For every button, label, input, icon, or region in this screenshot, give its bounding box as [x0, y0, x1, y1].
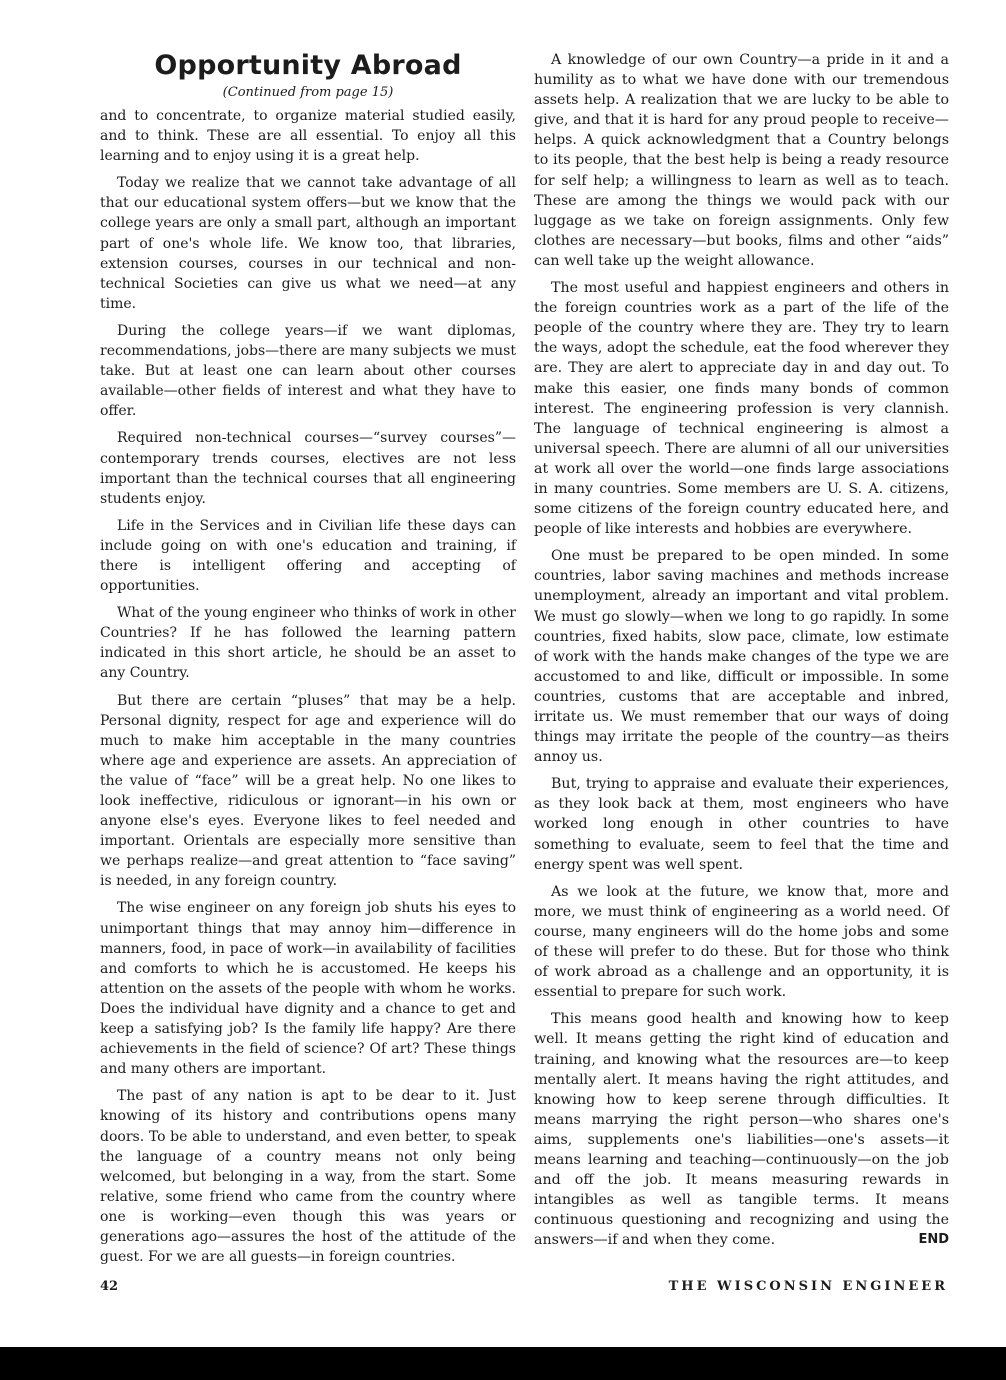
paragraph: Required non-technical courses—“survey courses”—contemporary trends courses, electives are not less important than the technical courses that all engineering students enjoy. — [100, 430, 516, 507]
magazine-name: THE WISCONSIN ENGINEER — [668, 1279, 948, 1294]
paragraph: One must be prepared to be open minded. In some countries, labor saving machines and methods increase unemployment, already an important and vital problem. We must go slowly—when we long to go rapidly. In some countries, fixed habits, slow pace, climate, low estimate of work with the hands make changes of the type we are accustomed to and like, difficult or impossible. In some countries, customs that are acceptable and inbred, irritate us. We must remember that our ways of doing things may irritate the people of the country—as theirs annoy us. — [534, 548, 949, 766]
right-column — [534, 50, 949, 1257]
scan-edge-bar — [0, 1347, 1006, 1380]
last-paragraph-text: This means good health and knowing how to keep well. It means getting the right kind of education and training, and knowing what the resources are—to keep mentally alert. It means having the right attitudes, and knowing how to keep serene through difficulties. It means marrying the right person—who shares one's aims, supplements one's liabilities—one's assets—it means learning and teaching—continuously—on the job and off the job. It means measuring rewards in intangibles as well as tangible terms. It means continuous questioning and recognizing and using the answers—if and when they come. — [534, 1011, 949, 1249]
paragraph: But there are certain “pluses” that may be a help. Personal dignity, respect for age and experience will do much to make him acceptable in the many countries where age and experience are assets. An appreciation of the value of “face” will be a great help. No one likes to look ineffective, ridiculous or ignorant—in his own or anyone else's eyes. Everyone likes to feel needed and important. Orientals are especially more sensitive than we perhaps realize—and great attention to “face saving” is needed, in any foreign country. — [100, 692, 516, 890]
continued-note: (Continued from page 15) — [222, 85, 394, 100]
left-column — [100, 50, 516, 1274]
page-number: 42 — [100, 1279, 119, 1294]
paragraph: The past of any nation is apt to be dear to it. Just knowing of its history and contributions opens many doors. To be able to understand, and even better, to speak the language of a country means not only being welcomed, but belonging in a way, from the start. Some relative, some friend who came from the country where one is working—even though this was years or generations ago—assures the host of the attitude of the guest. For we are all guests—in foreign countries. — [100, 1088, 516, 1266]
paragraph: The wise engineer on any foreign job shuts his eyes to unimportant things that may annoy him—difference in manners, food, in pace of work—in availability of facilities and comforts to which he is accustomed. He keeps his attention on the assets of the people with whom he works. Does the individual have dignity and a chance to get and keep a satisfying job? Is the family life happy? Are there achievements in the field of science? Of art? These things and many others are important. — [100, 900, 516, 1078]
paragraph: As we look at the future, we know that, more and more, we must think of engineering as a world need. Of course, many engineers will do the home jobs and some of these will prefer to do these. But for those who think of work abroad as a challenge and an opportunity, it is essential to prepare for such work. — [534, 883, 949, 1001]
paragraph: What of the young engineer who thinks of work in other Countries? If he has followed the learning pattern indicated in this short article, he should be an asset to any Country. — [100, 605, 516, 682]
paragraph: A knowledge of our own Country—a pride in it and a humility as to what we have done with our tremendous assets help. A realization that we are lucky to be able to give, and that it is hard for any proud people to receive—helps. A quick acknowledgment that a Country belongs to its people, that the best help is being a ready resource for self help; a willingness to learn as well as to teach. These are among the things we would pack with our luggage as we take on foreign assignments. Only few clothes are necessary—but books, films and other “aids” can well take up the weight allowance. — [534, 52, 949, 269]
paragraph: During the college years—if we want diplomas, recommendations, jobs—there are many subjects we must take. But at least one can learn about other courses available—other fields of interest and what they have to offer. — [100, 322, 516, 420]
paragraph: But, trying to appraise and evaluate their experiences, as they look back at them, most engineers who have worked long enough in other countries to have something to evaluate, seem to feel that the time and energy spent was well spent. — [534, 776, 949, 873]
end-mark: END — [918, 1232, 949, 1248]
article-title: Opportunity Abroad — [154, 50, 462, 81]
paragraph: and to concentrate, to organize material studied easily, and to think. These are all essential. To enjoy all this learning and to enjoy using it is a great help. — [100, 108, 516, 165]
paragraph: The most useful and happiest engineers and others in the foreign countries work as a part of the life of the people of the country where they are. They try to learn the ways, adopt the schedule, eat the food wherever they are. They are alert to appreciate day in and day out. To make this easier, one finds many bonds of common interest. The engineering profession is very clannish. The language of technical engineering is almost a universal speech. There are alumni of all our universities at work all over the world—one finds large associations in many countries. Some members are U. S. A. citizens, some citizens of the foreign country educated here, and people of like interests and hobbies are everywhere. — [534, 280, 949, 538]
paragraph: Life in the Services and in Civilian life these days can include going on with one's education and training, if there is intelligent offering and accepting of opportunities. — [100, 517, 516, 595]
paragraph: Today we realize that we cannot take advantage of all that our educational system offers—but we know that the college years are only a small part, although an important part of one's whole life. We know too, that libraries, extension courses, courses in our technical and non-technical Societies can give us what we need—at any time. — [100, 175, 516, 312]
last-paragraph — [534, 1009, 949, 1250]
